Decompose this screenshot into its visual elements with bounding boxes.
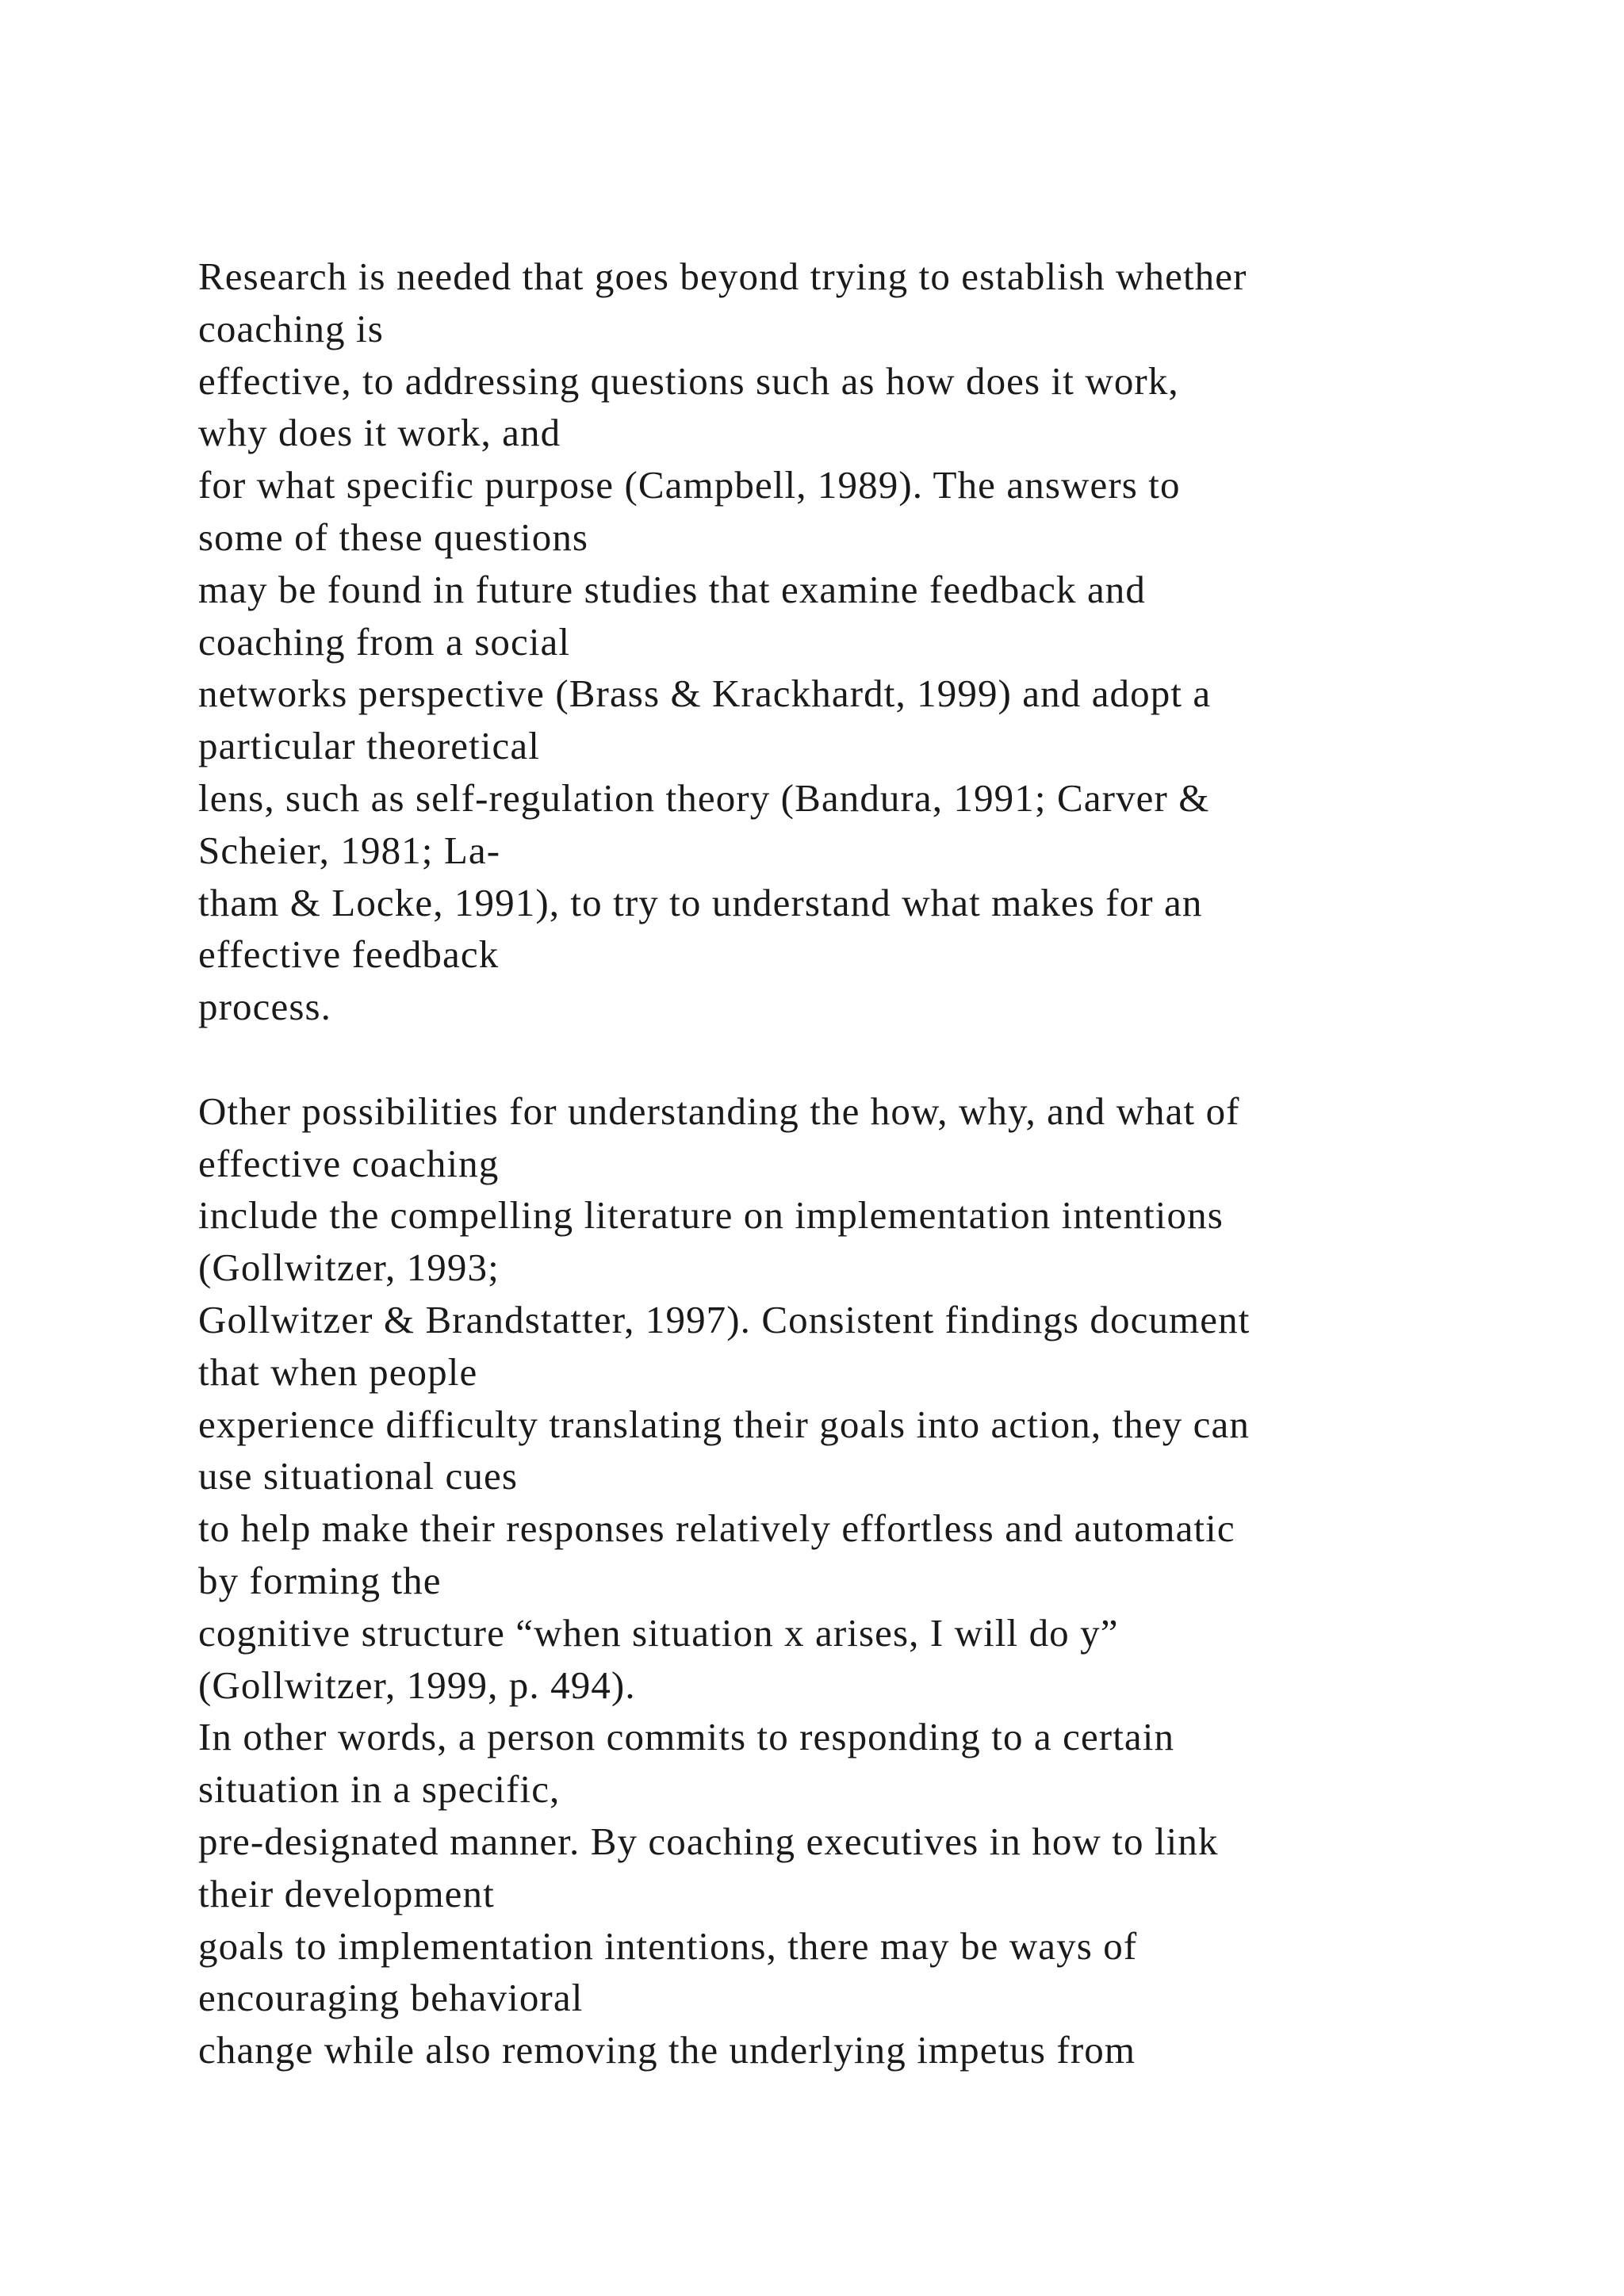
text-line: Gollwitzer & Brandstatter, 1997). Consistent findings document (198, 1297, 1251, 1341)
text-line: lens, such as self-regulation theory (Bandura, 1991; Carver & (198, 775, 1210, 820)
text-line: encouraging behavioral (198, 1976, 584, 2020)
text-line: cognitive structure “when situation x arises, I will do y” (198, 1610, 1119, 1655)
text-line: why does it work, and (198, 411, 561, 455)
text-line: particular theoretical (198, 724, 540, 768)
text-line: change while also removing the underlying impetus from (198, 2028, 1136, 2072)
paragraph-1 (198, 251, 1435, 1033)
text-line: include the compelling literature on implementation intentions (198, 1193, 1224, 1238)
text-line: (Gollwitzer, 1993; (198, 1246, 500, 1290)
text-line: pre-designated manner. By coaching executives in how to link (198, 1819, 1219, 1863)
text-line: for what specific purpose (Campbell, 1989). The answers to (198, 463, 1181, 507)
text-line: effective, to addressing questions such as how does it work, (198, 358, 1179, 403)
text-line: Other possibilities for understanding the how, why, and what of (198, 1089, 1240, 1133)
text-line: their development (198, 1871, 495, 1915)
text-line: process. (198, 985, 332, 1029)
text-line: by forming the (198, 1558, 442, 1602)
text-line: In other words, a person commits to responding to a certain (198, 1715, 1175, 1759)
body-text (198, 251, 1435, 2076)
text-line: Scheier, 1981; La- (198, 828, 501, 872)
text-line: some of these questions (198, 515, 589, 559)
text-line: use situational cues (198, 1454, 519, 1498)
text-line: situation in a specific, (198, 1767, 561, 1812)
text-line: experience difficulty translating their goals into action, they can (198, 1402, 1250, 1446)
text-line: that when people (198, 1349, 478, 1394)
text-line: may be found in future studies that examine feedback and (198, 567, 1147, 611)
text-line: coaching from a social (198, 619, 571, 664)
text-line: effective feedback (198, 932, 500, 977)
text-line: effective coaching (198, 1141, 500, 1185)
text-line: networks perspective (Brass & Krackhardt, 1999) and adopt a (198, 672, 1212, 716)
text-line: coaching is (198, 306, 384, 350)
paragraph-gap (198, 1033, 1435, 1085)
text-line: tham & Locke, 1991), to try to understand what makes for an (198, 880, 1203, 924)
text-line: to help make their responses relatively effortless and automatic (198, 1506, 1235, 1551)
paragraph-2 (198, 1085, 1435, 2076)
text-line: Research is needed that goes beyond trying to establish whether (198, 254, 1247, 298)
text-line: (Gollwitzer, 1999, p. 494). (198, 1663, 636, 1707)
text-line: goals to implementation intentions, there may be ways of (198, 1923, 1138, 1968)
